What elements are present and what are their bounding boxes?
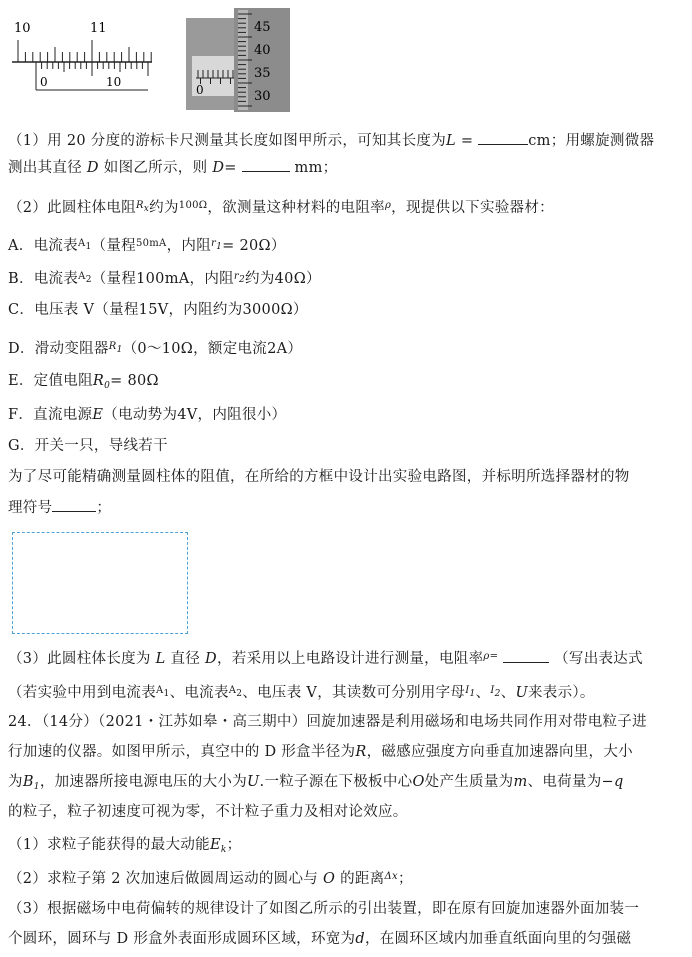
diameter-answer-blank[interactable]	[242, 157, 290, 172]
q2-task-1: 为了尽可能精确测量圆柱体的阻值，在所给的方框中设计出实验电路图，并标明所选择器材的物	[8, 469, 630, 485]
q2-intro: （2）此圆柱体电阻$^{Rx}$约为$^{100\Omega}$，欲测量这种材料的电阻率$^\rho$，现提供以下实验器材：	[8, 200, 554, 216]
main-scale-label-10: 10	[14, 21, 31, 36]
q3-line-1: （3）此圆柱体长度为 L 直径 D，若采用以上电路设计进行测量，电阻率$^{\rho=}$ （写出表达式	[8, 647, 643, 669]
option-c: C．电压表 V（量程15V，内阻约为3000Ω）	[8, 302, 308, 318]
option-d: D．滑动变阻器$^{R1}$（0～10Ω，额定电流2A）	[8, 341, 303, 357]
thimble-label-35: 35	[254, 66, 271, 81]
problem-24-line-4: 的粒子，粒子初速度可视为零，不计粒子重力及相对论效应。	[8, 804, 408, 820]
vernier-caliper-figure	[12, 21, 152, 90]
option-a: A．电流表$^{A1}$（量程$^{50mA}$，内阻$^{r1}$= 20Ω）	[8, 238, 286, 254]
option-f: F．直流电源E（电动势为4V，内阻很小）	[8, 407, 287, 423]
sleeve-label-0: 0	[196, 83, 204, 97]
circuit-diagram-box[interactable]	[12, 532, 188, 634]
problem-24-line-2: 行加速的仪器。如图甲所示，真空中的 D 形盒半径为R，磁感应强度方向垂直加速器向里，大小	[8, 744, 633, 760]
resistivity-answer-blank[interactable]	[503, 648, 549, 663]
problem-24-part-3: （3）根据磁场中电荷偏转的规律设计了如图乙所示的引出装置，即在原有回旋加速器外面加装一	[8, 901, 640, 917]
problem-24-title: 24．（14分）（2021・江苏如皋・高三期中）回旋加速器是利用磁场和电场共同作用对带电粒子进	[8, 714, 647, 730]
problem-24-part-2: （2）求粒子第 2 次加速后做圆周运动的圆心与 O 的距离$^{\Delta x}$；	[8, 871, 413, 887]
vernier-label-0: 0	[40, 75, 48, 89]
measurement-figures	[0, 0, 692, 120]
q1-line-1: （1）用 20 分度的游标卡尺测量其长度如图甲所示，可知其长度为L = cm；用螺旋测微器	[8, 130, 654, 151]
problem-24-line-3: 为$B_1$，加速器所接电源电压的大小为U.一粒子源在下极板中心O处产生质量为m、电荷量为−q	[8, 774, 624, 792]
vernier-label-10: 10	[106, 75, 122, 89]
option-g: G．开关一只，导线若干	[8, 438, 168, 454]
length-answer-blank[interactable]	[478, 130, 528, 145]
problem-24-part-1: （1）求粒子能获得的最大动能$E_k$；	[8, 837, 242, 855]
circuit-answer-blank[interactable]	[52, 497, 96, 512]
thimble-label-30: 30	[254, 89, 271, 104]
q1-line-2: 测出其直径 D 如图乙所示，则 D= mm；	[8, 157, 337, 178]
option-b: B．电流表$^{A2}$（量程100mA，内阻$^{r2}$约为40Ω）	[8, 271, 321, 287]
q3-line-2: （若实验中用到电流表$^{A1}$、电流表$^{A2}$、电压表 V，其读数可分别用字母$^{I1}$、$^{I2}$、U来表示）。	[8, 685, 595, 701]
thimble-label-40: 40	[254, 43, 271, 58]
micrometer-figure	[186, 8, 290, 112]
q2-task-2: 理符号 ；	[8, 497, 111, 518]
thimble-label-45: 45	[254, 20, 271, 35]
problem-24-part-3-cont: 个圆环，圆环与 D 形盒外表面形成圆环区域，环宽为d，在圆环区域内加垂直纸面向里的匀强磁	[8, 931, 632, 947]
option-e: E．定值电阻$R_0= 80\Omega$	[8, 373, 159, 391]
main-scale-label-11: 11	[90, 21, 107, 36]
